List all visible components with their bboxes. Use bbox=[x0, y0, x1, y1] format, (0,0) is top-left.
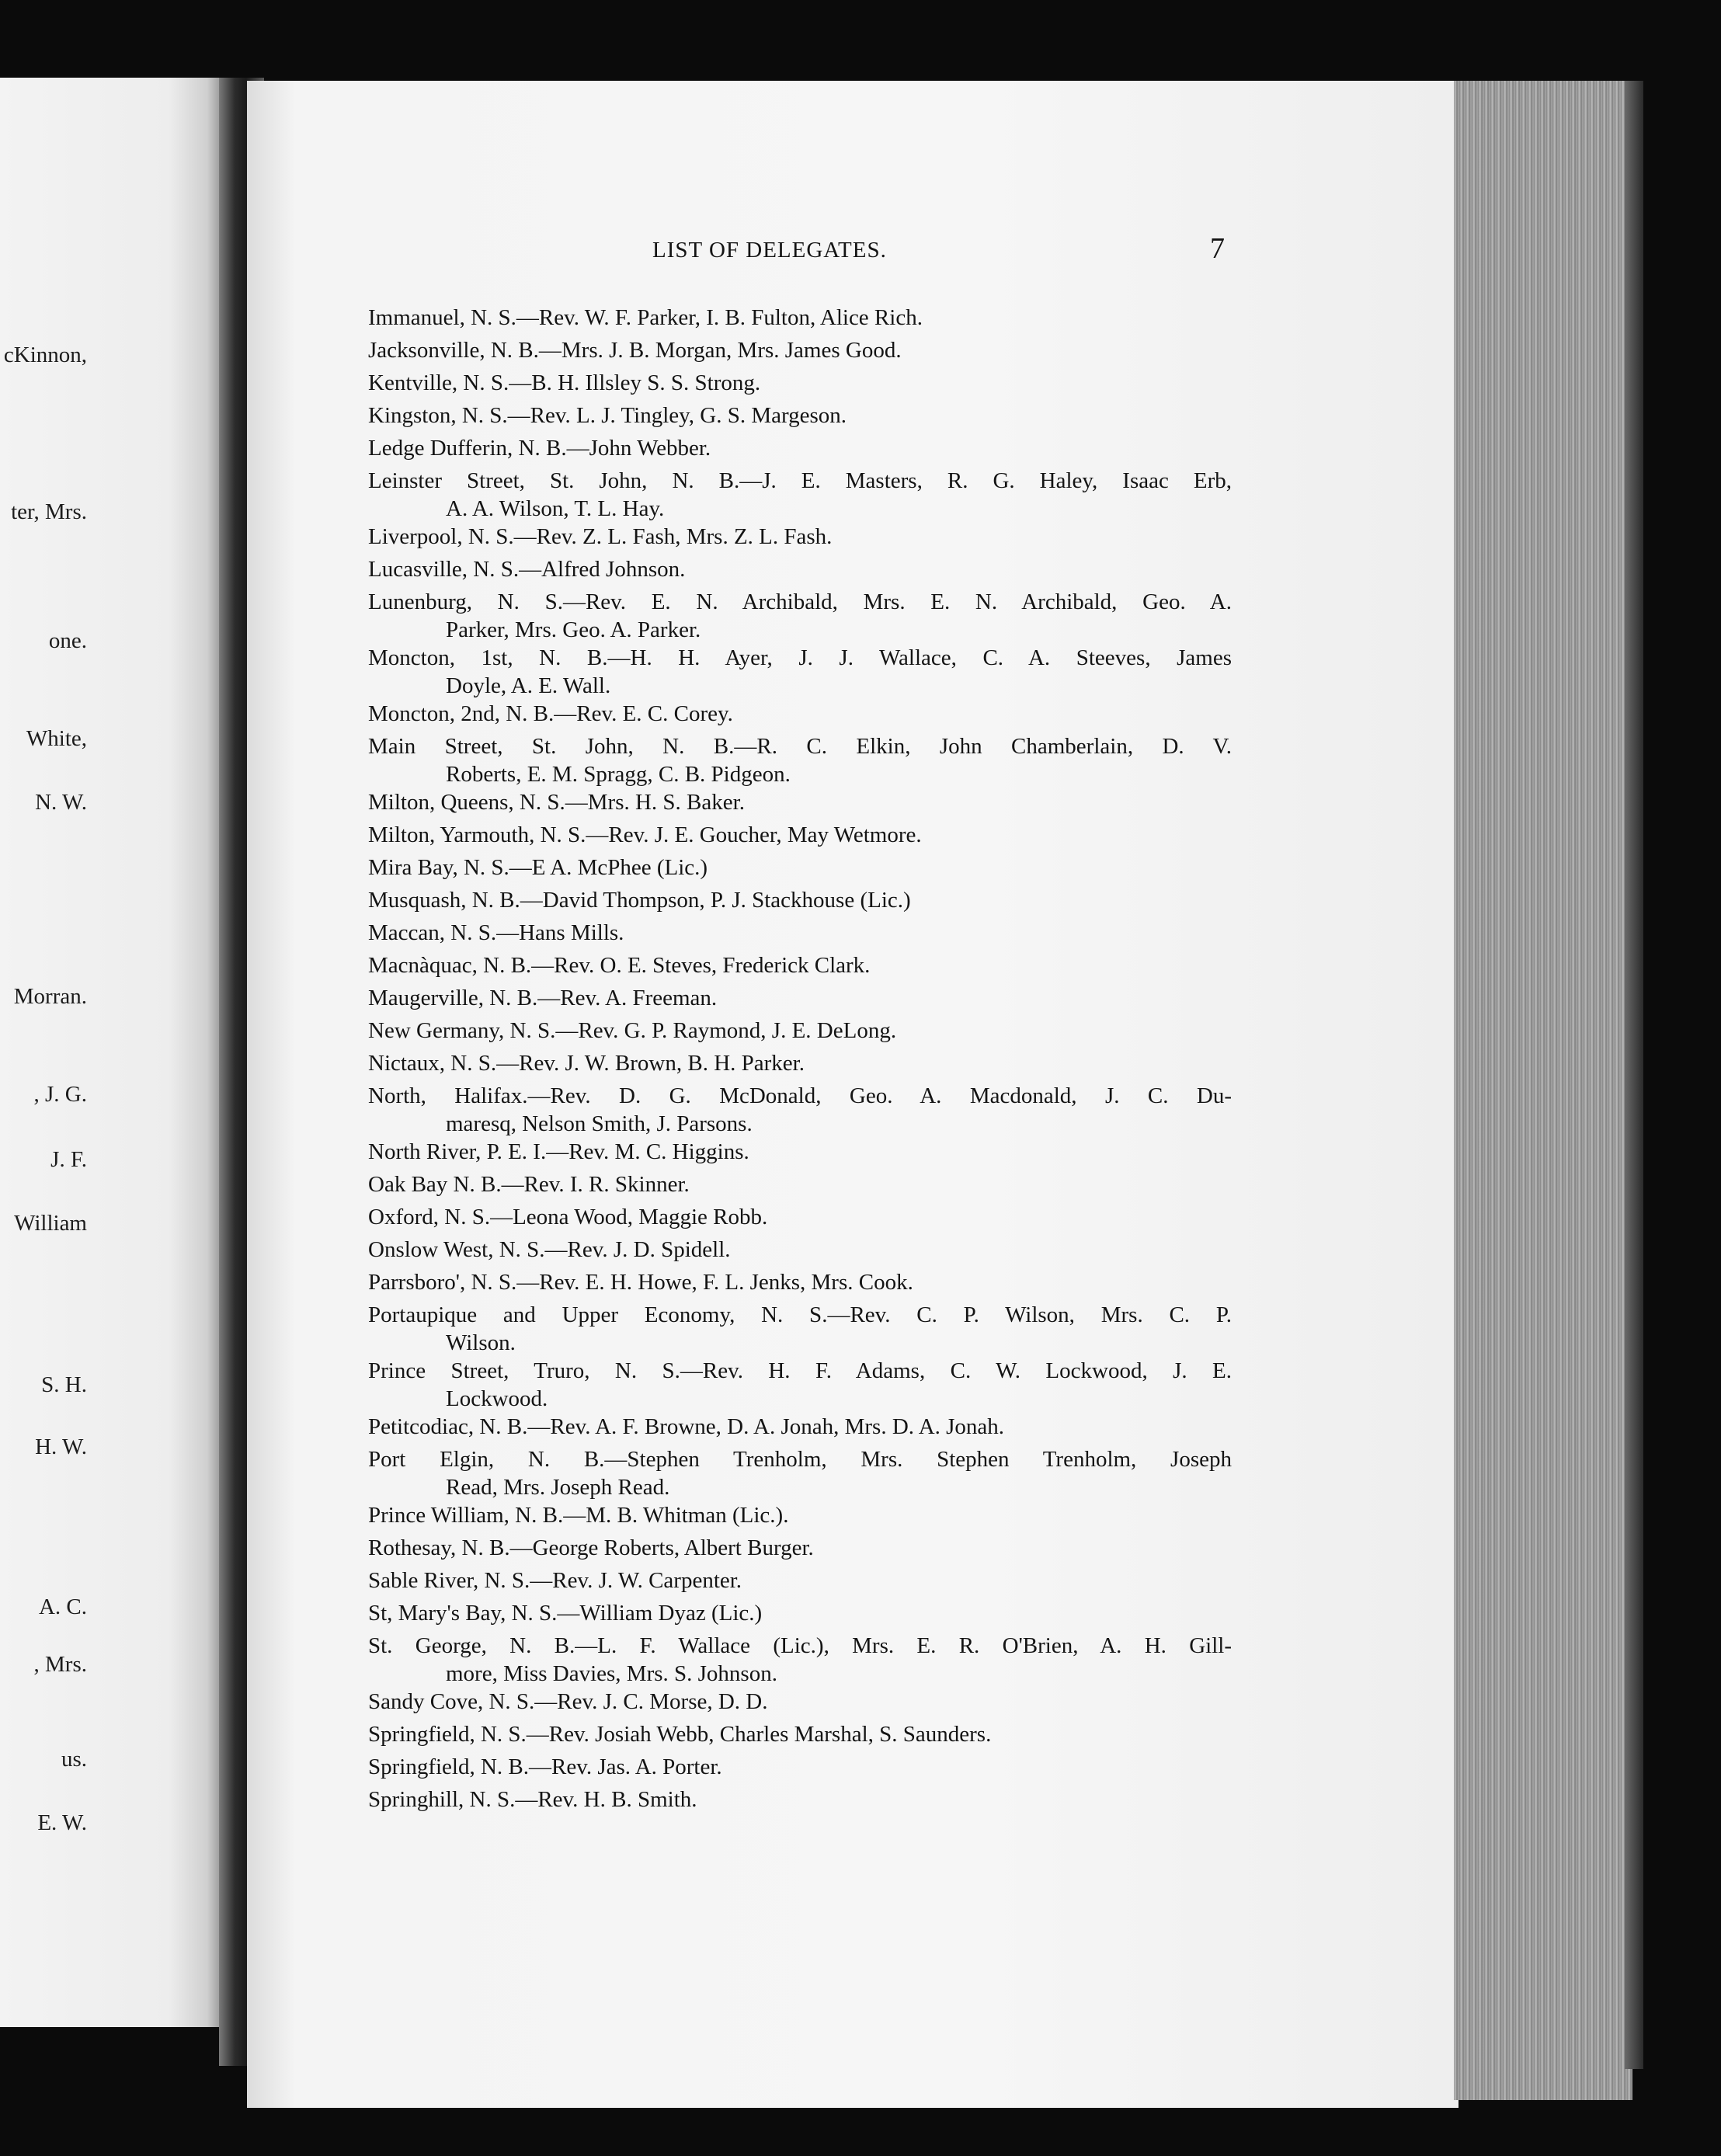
delegate-entry bbox=[368, 1532, 1232, 1564]
delegate-entry bbox=[368, 916, 1232, 949]
delegate-entry bbox=[368, 1718, 1232, 1751]
facing-page-fragment: N. W. bbox=[35, 790, 87, 815]
delegate-entry-continuation: Lockwood. bbox=[446, 1386, 548, 1411]
delegate-entry bbox=[368, 819, 1232, 851]
facing-page-fragment: , Mrs. bbox=[33, 1652, 87, 1677]
delegate-entry bbox=[368, 1266, 1232, 1299]
delegate-entry-line: Lunenburg, N. S.—Rev. E. N. Archibald, Mrs. E. N. Archibald, Geo. A. bbox=[368, 589, 1232, 614]
delegate-entry bbox=[368, 1443, 1232, 1499]
delegate-entry-line: Moncton, 2nd, N. B.—Rev. E. C. Corey. bbox=[368, 701, 733, 726]
delegate-entry-line: Ledge Dufferin, N. B.—John Webber. bbox=[368, 436, 711, 461]
delegate-entry-line: Macnàquac, N. B.—Rev. O. E. Steves, Frederick Clark. bbox=[368, 953, 871, 978]
delegate-entry bbox=[368, 1751, 1232, 1783]
delegate-entry-line: Springhill, N. S.—Rev. H. B. Smith. bbox=[368, 1787, 697, 1812]
delegate-entry-line: North, Halifax.—Rev. D. G. McDonald, Geo. A. Macdonald, J. C. Du- bbox=[368, 1083, 1232, 1108]
delegate-entry-line: North River, P. E. I.—Rev. M. C. Higgins. bbox=[368, 1139, 749, 1164]
delegate-entry bbox=[368, 730, 1232, 786]
delegate-entry-continuation: Doyle, A. E. Wall. bbox=[446, 673, 611, 698]
facing-page-fragment: J. F. bbox=[50, 1147, 87, 1172]
delegate-entry-line: St, Mary's Bay, N. S.—William Dyaz (Lic.) bbox=[368, 1601, 763, 1626]
delegate-entry bbox=[368, 697, 1232, 730]
facing-page bbox=[0, 78, 225, 2027]
delegate-entry-line: Kingston, N. S.—Rev. L. J. Tingley, G. S. Margeson. bbox=[368, 403, 847, 428]
delegate-entry bbox=[368, 1597, 1232, 1629]
facing-page-fragment: White, bbox=[26, 726, 87, 751]
delegate-entry bbox=[368, 982, 1232, 1014]
page-number: 7 bbox=[1210, 232, 1225, 265]
delegate-entry-line: Milton, Yarmouth, N. S.—Rev. J. E. Goucher, May Wetmore. bbox=[368, 822, 922, 847]
delegate-entry-line: Liverpool, N. S.—Rev. Z. L. Fash, Mrs. Z. L. Fash. bbox=[368, 524, 833, 549]
delegate-entry-line: Prince William, N. B.—M. B. Whitman (Lic.). bbox=[368, 1503, 789, 1528]
delegate-entry-line: Petitcodiac, N. B.—Rev. A. F. Browne, D. A. Jonah, Mrs. D. A. Jonah. bbox=[368, 1414, 1005, 1439]
delegate-entry-continuation: Roberts, E. M. Spragg, C. B. Pidgeon. bbox=[446, 762, 791, 787]
delegate-entry-line: New Germany, N. S.—Rev. G. P. Raymond, J. E. DeLong. bbox=[368, 1018, 897, 1043]
facing-page-fragment: S. H. bbox=[41, 1372, 87, 1397]
delegate-entry-line: Oak Bay N. B.—Rev. I. R. Skinner. bbox=[368, 1172, 690, 1197]
delegate-entry bbox=[368, 949, 1232, 982]
delegate-entry bbox=[368, 1410, 1232, 1443]
delegate-entry-line: Sandy Cove, N. S.—Rev. J. C. Morse, D. D. bbox=[368, 1689, 768, 1714]
delegate-entry-line: Springfield, N. B.—Rev. Jas. A. Porter. bbox=[368, 1754, 722, 1779]
delegate-entry-line: Maugerville, N. B.—Rev. A. Freeman. bbox=[368, 986, 718, 1010]
facing-page-fragment: E. W. bbox=[37, 1810, 87, 1835]
delegate-list bbox=[368, 301, 1232, 1816]
delegate-entry-line: Sable River, N. S.—Rev. J. W. Carpenter. bbox=[368, 1568, 742, 1593]
delegate-entry-continuation: A. A. Wilson, T. L. Hay. bbox=[446, 496, 665, 521]
delegate-entry bbox=[368, 432, 1232, 464]
delegate-entry bbox=[368, 367, 1232, 399]
delegate-entry bbox=[368, 1168, 1232, 1201]
delegate-entry-continuation: Read, Mrs. Joseph Read. bbox=[446, 1475, 670, 1500]
facing-page-fragment: us. bbox=[61, 1747, 87, 1772]
delegate-entry-continuation: more, Miss Davies, Mrs. S. Johnson. bbox=[446, 1661, 777, 1686]
delegate-entry bbox=[368, 1629, 1232, 1685]
delegate-entry-line: Musquash, N. B.—David Thompson, P. J. Stackhouse (Lic.) bbox=[368, 888, 911, 913]
delegate-entry-line: Mira Bay, N. S.—E A. McPhee (Lic.) bbox=[368, 855, 708, 880]
delegate-entry-line: Rothesay, N. B.—George Roberts, Albert Burger. bbox=[368, 1535, 814, 1560]
delegate-entry bbox=[368, 520, 1232, 553]
facing-page-fragment: H. W. bbox=[35, 1434, 87, 1459]
delegate-entry-line: Kentville, N. S.—B. H. Illsley S. S. Strong. bbox=[368, 370, 761, 395]
delegate-entry bbox=[368, 553, 1232, 586]
delegate-entry bbox=[368, 1233, 1232, 1266]
delegate-entry-line: Prince Street, Truro, N. S.—Rev. H. F. Adams, C. W. Lockwood, J. E. bbox=[368, 1358, 1232, 1383]
delegate-entry bbox=[368, 1685, 1232, 1718]
delegate-entry-line: Maccan, N. S.—Hans Mills. bbox=[368, 920, 624, 945]
delegate-entry bbox=[368, 464, 1232, 520]
delegate-entry bbox=[368, 1080, 1232, 1135]
delegate-entry bbox=[368, 1014, 1232, 1047]
delegate-entry bbox=[368, 301, 1232, 334]
delegate-entry bbox=[368, 1783, 1232, 1816]
delegate-entry bbox=[368, 786, 1232, 819]
delegate-entry bbox=[368, 399, 1232, 432]
delegate-entry-line: Onslow West, N. S.—Rev. J. D. Spidell. bbox=[368, 1237, 731, 1262]
page-edges bbox=[1454, 81, 1632, 2100]
delegate-entry bbox=[368, 586, 1232, 642]
delegate-entry-line: Portaupique and Upper Economy, N. S.—Rev. C. P. Wilson, Mrs. C. P. bbox=[368, 1302, 1232, 1327]
delegate-entry-line: Lucasville, N. S.—Alfred Johnson. bbox=[368, 557, 686, 582]
delegate-entry bbox=[368, 851, 1232, 884]
facing-page-fragment: Morran. bbox=[13, 984, 87, 1009]
delegate-entry-line: Nictaux, N. S.—Rev. J. W. Brown, B. H. Parker. bbox=[368, 1051, 805, 1076]
delegate-entry-continuation: Parker, Mrs. Geo. A. Parker. bbox=[446, 617, 701, 642]
facing-page-fragment: one. bbox=[48, 628, 87, 653]
delegate-entry-line: Moncton, 1st, N. B.—H. H. Ayer, J. J. Wallace, C. A. Steeves, James bbox=[368, 645, 1232, 670]
delegate-entry bbox=[368, 1201, 1232, 1233]
delegate-entry bbox=[368, 642, 1232, 697]
delegate-entry bbox=[368, 1299, 1232, 1354]
facing-page-fragment: A. C. bbox=[38, 1594, 87, 1619]
delegate-entry bbox=[368, 1135, 1232, 1168]
delegate-entry-continuation: maresq, Nelson Smith, J. Parsons. bbox=[446, 1111, 753, 1136]
running-header: LIST OF DELEGATES. bbox=[652, 238, 887, 263]
delegate-entry-line: St. George, N. B.—L. F. Wallace (Lic.), Mrs. E. R. O'Brien, A. H. Gill- bbox=[368, 1633, 1232, 1658]
facing-page-fragment: , J. G. bbox=[33, 1082, 87, 1107]
facing-page-fragment: cKinnon, bbox=[3, 343, 87, 367]
delegate-entry bbox=[368, 1354, 1232, 1410]
delegate-entry bbox=[368, 1499, 1232, 1532]
delegate-entry-line: Main Street, St. John, N. B.—R. C. Elkin, John Chamberlain, D. V. bbox=[368, 734, 1232, 759]
delegate-entry bbox=[368, 884, 1232, 916]
delegate-entry bbox=[368, 1564, 1232, 1597]
delegate-entry bbox=[368, 1047, 1232, 1080]
delegate-entry-line: Oxford, N. S.—Leona Wood, Maggie Robb. bbox=[368, 1205, 768, 1229]
delegate-entry-line: Jacksonville, N. B.—Mrs. J. B. Morgan, Mrs. James Good. bbox=[368, 338, 902, 363]
delegate-entry bbox=[368, 334, 1232, 367]
delegate-entry-line: Port Elgin, N. B.—Stephen Trenholm, Mrs. Stephen Trenholm, Joseph bbox=[368, 1447, 1232, 1472]
delegate-entry-line: Springfield, N. S.—Rev. Josiah Webb, Charles Marshal, S. Saunders. bbox=[368, 1722, 992, 1747]
delegate-entry-line: Parrsboro', N. S.—Rev. E. H. Howe, F. L. Jenks, Mrs. Cook. bbox=[368, 1270, 913, 1295]
delegate-entry-line: Leinster Street, St. John, N. B.—J. E. Masters, R. G. Haley, Isaac Erb, bbox=[368, 468, 1232, 493]
delegate-entry-continuation: Wilson. bbox=[446, 1330, 516, 1355]
delegate-entry-line: Immanuel, N. S.—Rev. W. F. Parker, I. B. Fulton, Alice Rich. bbox=[368, 305, 923, 330]
delegate-entry-line: Milton, Queens, N. S.—Mrs. H. S. Baker. bbox=[368, 790, 745, 815]
facing-page-fragment: ter, Mrs. bbox=[11, 499, 87, 524]
book-edge-shadow bbox=[1625, 81, 1643, 2069]
facing-page-fragment: William bbox=[14, 1211, 87, 1236]
